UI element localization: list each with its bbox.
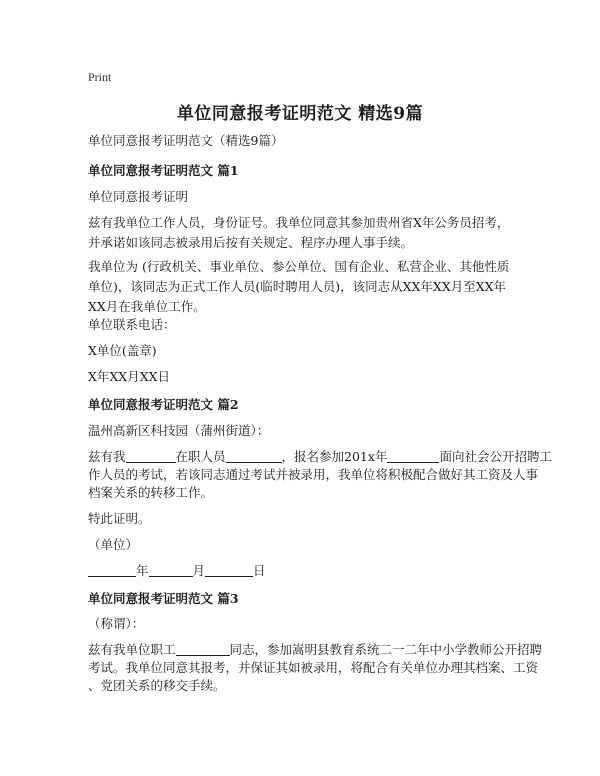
section2-p3: 特此证明。 <box>88 511 151 526</box>
date-day-label: 日 <box>253 563 266 578</box>
blank-line <box>126 449 176 463</box>
section3-p2-a: 兹有我单位职工 <box>88 642 176 657</box>
section3-p2-line1 <box>88 640 543 660</box>
blank-line <box>176 642 230 656</box>
section2-p4: （单位） <box>88 537 139 552</box>
section1-p3: 我单位为 (行政机关、事业单位、参公单位、国有企业、私营企业、其他性质单位)，该同志为正式工作人员(临时聘用人员)，该同志从XX年XX月至XX年XX月在我单位工作。 <box>88 259 510 314</box>
blank-line <box>149 563 193 577</box>
section1-p6: X年XX月XX日 <box>88 369 170 384</box>
section2-p1: 温州高新区科技园（蒲州街道）： <box>88 423 270 438</box>
section1-p5: X单位(盖章) <box>88 343 157 358</box>
section1-p2: 兹有我单位工作人员，身份证号。我单位同意其参加贵州省X年公务员招考，并承诺如该同志被录用后按有关规定、程序办理人事手续。 <box>88 215 510 250</box>
section2-p2-line1 <box>88 447 552 467</box>
section2-p2-a: 兹有我 <box>88 449 126 464</box>
section2-date-line <box>88 561 518 581</box>
section3-p2-line3: 、党团关系的移交手续。 <box>88 678 226 693</box>
subtitle: 单位同意报考证明范文（精选9篇） <box>88 133 284 148</box>
section2-p2-c: ，报名参加201x年 <box>281 449 388 464</box>
section1-p1: 单位同意报考证明 <box>88 189 189 204</box>
section1-p4: 单位联系电话： <box>88 317 176 332</box>
section3-p2-line2: 考试。我单位同意其报考，并保证其如被录用，将配合有关单位办理其档案、工资 <box>88 660 539 675</box>
blank-line <box>387 449 439 463</box>
section2-heading: 单位同意报考证明范文 篇2 <box>88 397 239 412</box>
section2-p2-line3: 档案关系的转移工作。 <box>88 485 214 500</box>
blank-line <box>226 449 282 463</box>
document-title: 单位同意报考证明范文 精选9篇 <box>176 104 424 124</box>
date-month-label: 月 <box>192 563 206 578</box>
section2-p2-d: 面向社会公开招聘工 <box>439 449 552 464</box>
section2-p2-b: 在职人员 <box>175 449 226 464</box>
blank-line <box>88 563 136 577</box>
section3-p2-b: 同志，参加嵩明县教育系统二一二年中小学教师公开招聘 <box>229 642 543 657</box>
print-label: Print <box>88 70 112 84</box>
date-year-label: 年 <box>136 563 149 578</box>
section3-p1: （称谓）： <box>88 616 145 631</box>
section3-heading: 单位同意报考证明范文 篇3 <box>88 591 239 606</box>
section1-heading: 单位同意报考证明范文 篇1 <box>88 163 239 178</box>
section2-p2-line2: 作人员的考试，若该同志通过考试并被录用，我单位将积极配合做好其工资及人事 <box>88 467 539 482</box>
blank-line <box>205 563 253 577</box>
